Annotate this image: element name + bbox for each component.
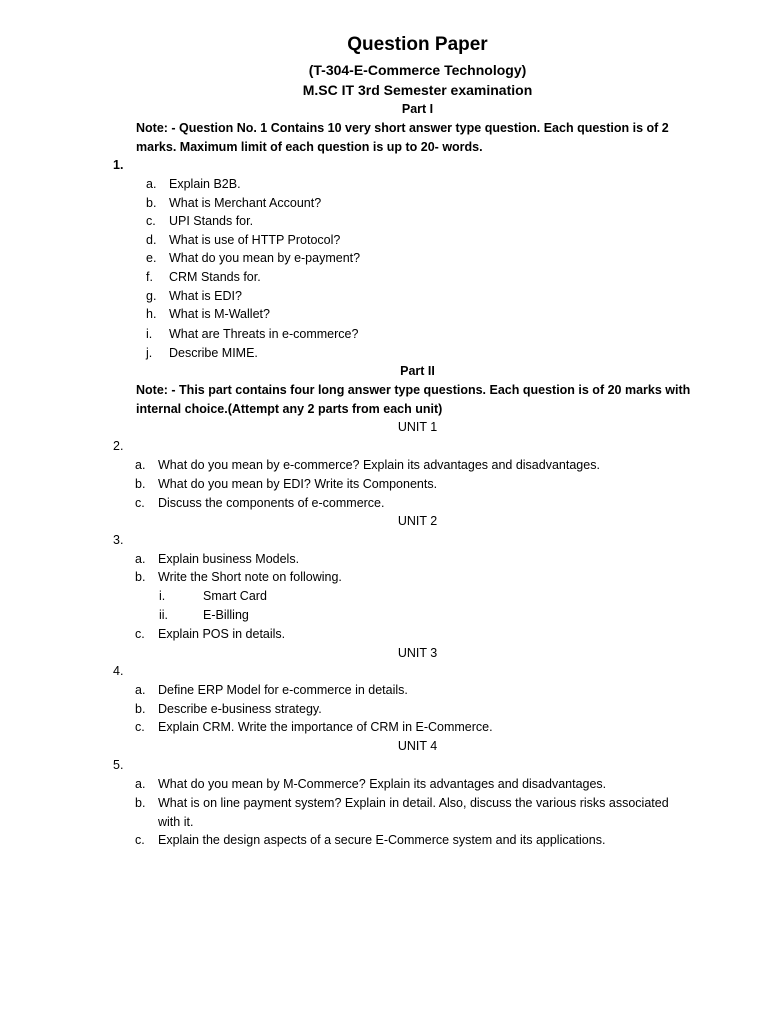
list-marker: b. [135,702,146,716]
question-number: 3. [113,533,124,547]
list-item: Describe e-business strategy. [158,702,322,716]
list-item: CRM Stands for. [169,270,261,284]
list-item: What is Merchant Account? [169,196,322,210]
question-number: 4. [113,664,124,678]
list-marker: a. [135,458,146,472]
unit-heading: UNIT 4 [397,739,438,753]
list-marker: a. [135,683,146,697]
list-marker: c. [135,496,145,510]
list-item: What is on line payment system? Explain in detail. Also, discuss the various risks associated with it. [158,796,669,829]
list-marker: i. [146,327,153,341]
unit-heading: UNIT 3 [397,646,438,660]
list-marker: b. [135,796,146,810]
part2-heading: Part II [400,364,435,378]
list-marker: d. [146,233,157,247]
list-marker: b. [146,196,157,210]
list-marker: b. [135,570,146,584]
list-marker: g. [146,289,157,303]
list-marker: b. [135,477,146,491]
page-title: Question Paper [347,34,488,55]
list-item: What do you mean by M-Commerce? Explain its advantages and disadvantages. [158,777,607,791]
sublist-marker: ii. [159,608,169,622]
list-item: What is EDI? [169,289,242,303]
sublist-item: E-Billing [203,608,249,622]
list-item: What is M-Wallet? [169,307,270,321]
subject-title: (T-304-E-Commerce Technology) [308,62,527,78]
exam-title: M.SC IT 3rd Semester examination [302,82,533,98]
list-item: Explain CRM. Write the importance of CRM in E-Commerce. [158,720,493,734]
list-item: UPI Stands for. [169,214,254,228]
question-number: 5. [113,758,124,772]
list-item: Explain B2B. [169,177,241,191]
list-marker: a. [146,177,157,191]
list-marker: a. [135,552,146,566]
list-item: What do you mean by e-commerce? Explain its advantages and disadvantages. [158,458,600,472]
list-marker: c. [135,720,145,734]
sublist-marker: i. [159,589,166,603]
list-marker: h. [146,307,157,321]
list-marker: a. [135,777,146,791]
list-marker: e. [146,251,157,265]
part2-note: Note: - This part contains four long answer type questions. Each question is of 20 marks with internal choice.(Attempt any 2 parts from each unit) [136,383,691,416]
list-item: Describe MIME. [169,346,258,360]
list-marker: c. [146,214,156,228]
list-item: What is use of HTTP Protocol? [169,233,341,247]
list-item: Discuss the components of e-commerce. [158,496,385,510]
list-marker: f. [146,270,153,284]
list-marker: j. [146,346,153,360]
part1-note: Note: - Question No. 1 Contains 10 very short answer type question. Each question is of 2 marks. Maximum limit of each question is up to 20- words. [136,121,669,154]
list-item: What are Threats in e-commerce? [169,327,359,341]
unit-heading: UNIT 1 [397,420,438,434]
list-marker: c. [135,627,145,641]
list-item: Explain the design aspects of a secure E-Commerce system and its applications. [158,833,606,847]
list-marker: c. [135,833,145,847]
question-number: 2. [113,439,124,453]
question-number: 1. [113,158,124,172]
list-item: Define ERP Model for e-commerce in details. [158,683,408,697]
part1-heading: Part I [401,102,434,116]
list-item: Explain business Models. [158,552,300,566]
list-item: What do you mean by e-payment? [169,251,361,265]
unit-heading: UNIT 2 [397,514,438,528]
list-item: Write the Short note on following. [158,570,342,584]
list-item: Explain POS in details. [158,627,286,641]
list-item: What do you mean by EDI? Write its Components. [158,477,438,491]
sublist-item: Smart Card [203,589,267,603]
